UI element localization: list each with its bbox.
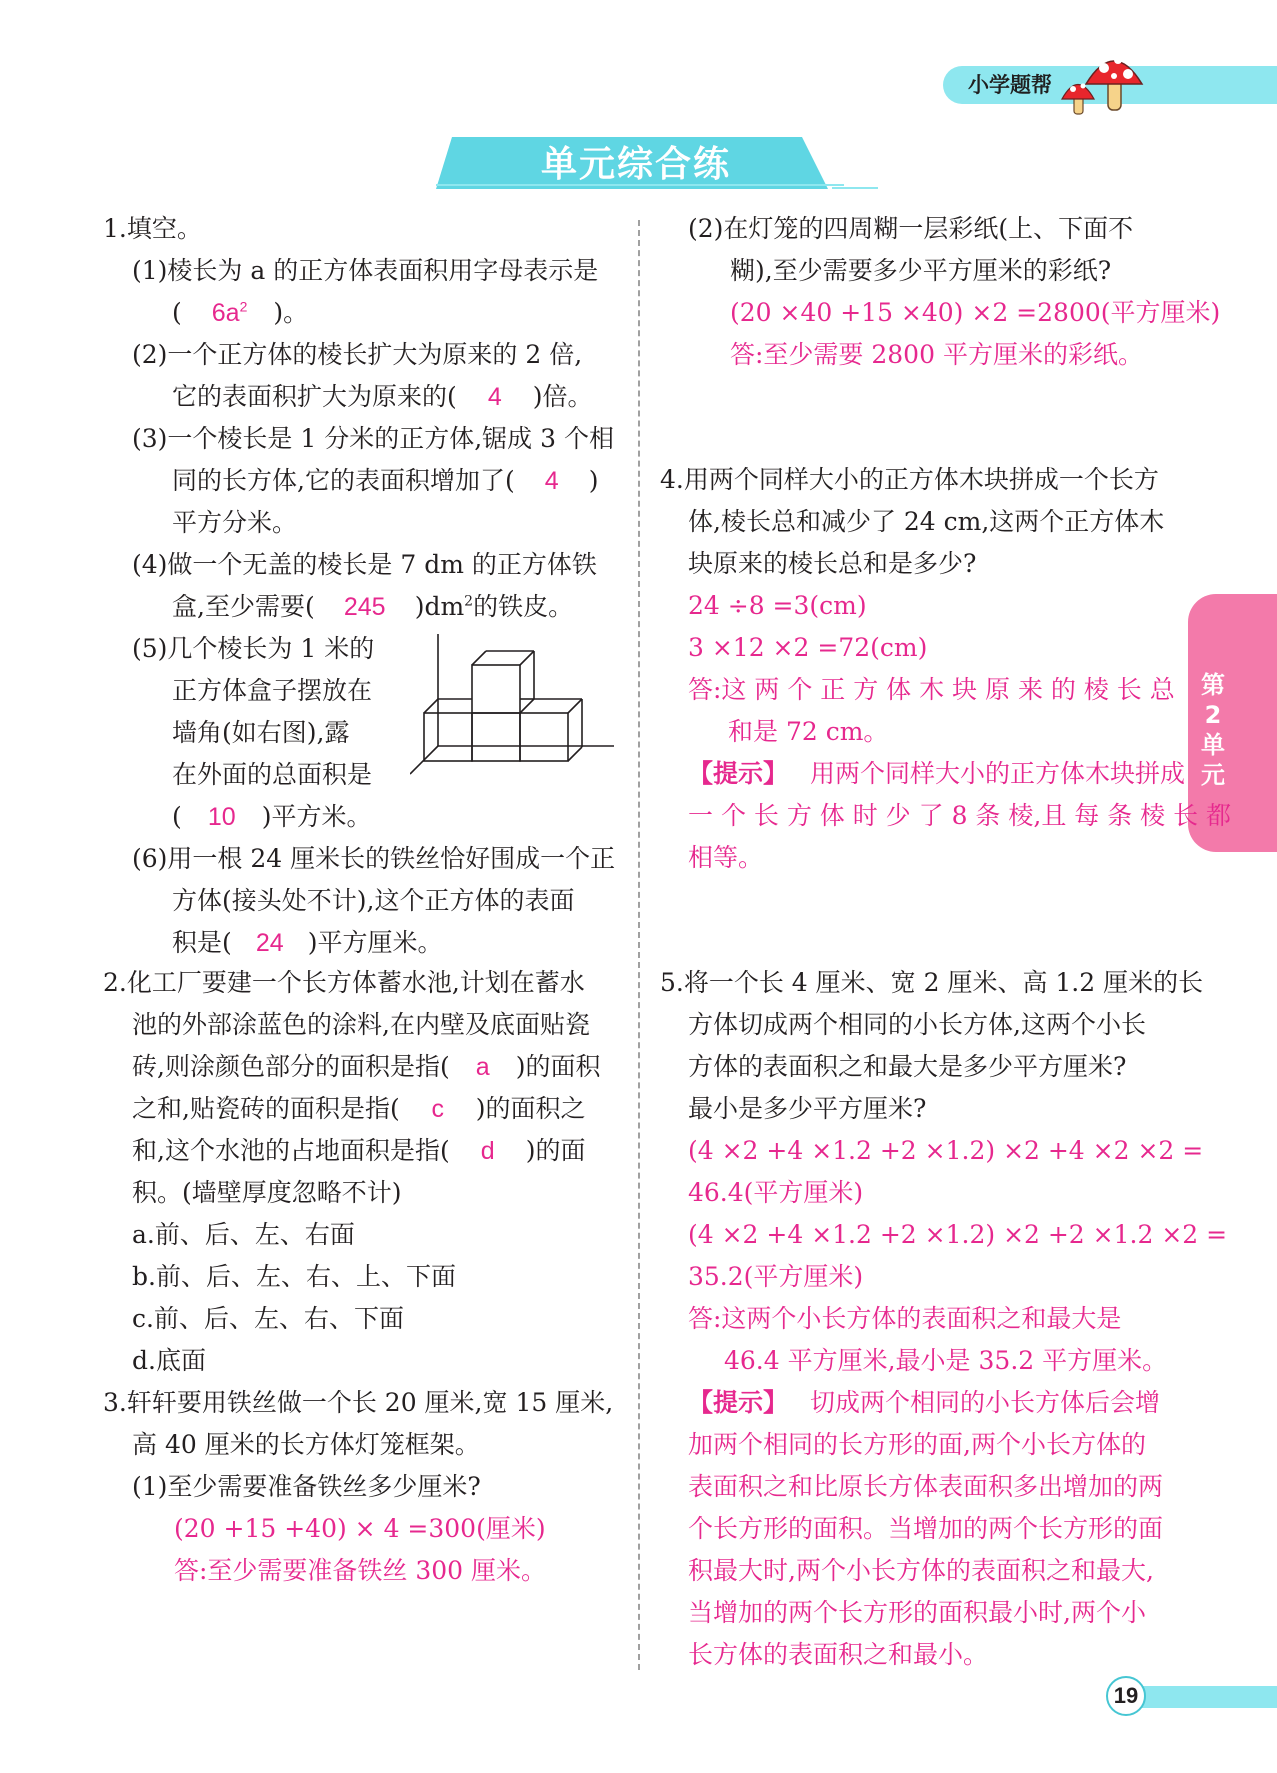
q1-p5-line2: 正方体盒子摆放在 bbox=[172, 676, 373, 705]
q5-line2: 方体切成两个相同的小长方体,这两个小长 bbox=[688, 1010, 1146, 1039]
q1-p4-line1: (4)做一个无盖的棱长是 7 dm 的正方体铁 bbox=[132, 550, 597, 579]
q1-p2-line2: 它的表面积扩大为原来的( 4 )倍。 bbox=[172, 382, 593, 411]
q1-heading: 1.填空。 bbox=[103, 214, 202, 243]
q5-calc2-line1: (4 ×2 +4 ×1.2 +2 ×1.2) ×2 +2 ×1.2 ×2 = bbox=[688, 1220, 1228, 1249]
q2-line2: 池的外部涂蓝色的涂料,在内壁及底面贴瓷 bbox=[132, 1010, 590, 1039]
q5-hint-line2: 加两个相同的长方形的面,两个小长方体的 bbox=[688, 1430, 1146, 1459]
q1-p1-line1: (1)棱长为 a 的正方体表面积用字母表示是 bbox=[132, 256, 599, 285]
q3-line1: 3.轩轩要用铁丝做一个长 20 厘米,宽 15 厘米, bbox=[103, 1388, 614, 1417]
q2-option-a: a.前、后、左、右面 bbox=[132, 1220, 355, 1249]
q4-hint-label: 【提示】 bbox=[688, 759, 789, 788]
q1-p5-line3: 墙角(如右图),露 bbox=[172, 718, 350, 747]
unit-tab-label: 第2单元 bbox=[1201, 671, 1225, 789]
column-divider bbox=[638, 220, 640, 1670]
q4-line2: 体,棱长总和减少了 24 cm,这两个正方体木 bbox=[688, 507, 1165, 536]
q5-hint-line5: 积最大时,两个小长方体的表面积之和最大, bbox=[688, 1556, 1154, 1585]
q3-line2: 高 40 厘米的长方体灯笼框架。 bbox=[132, 1430, 480, 1459]
q4-answer-line1: 答:这 两 个 正 方 体 木 块 原 来 的 棱 长 总 bbox=[688, 675, 1175, 704]
page-number-bar bbox=[1130, 1686, 1277, 1708]
q2-line4: 之和,贴瓷砖的面积是指( c )的面积之 bbox=[132, 1094, 586, 1123]
q2-answer-3: d bbox=[480, 1137, 495, 1165]
q1-p1-answer: $6a^2$ bbox=[211, 298, 248, 327]
mushroom-icon bbox=[1058, 44, 1148, 116]
q5-calc2-line2: 35.2(平方厘米) bbox=[688, 1262, 864, 1291]
q5-line1: 5.将一个长 4 厘米、宽 2 厘米、高 1.2 厘米的长 bbox=[660, 968, 1204, 997]
q2-line3: 砖,则涂颜色部分的面积是指( a )的面积 bbox=[132, 1052, 601, 1081]
q5-calc1-line2: 46.4(平方厘米) bbox=[688, 1178, 864, 1207]
q1-p3-answer: 4 bbox=[544, 467, 559, 495]
q1-p1-line2: ( $6a^2$ )。 bbox=[172, 298, 309, 327]
q1-p5-answer: 10 bbox=[207, 803, 236, 831]
q3-p1-answer: 答:至少需要准备铁丝 300 厘米。 bbox=[174, 1556, 547, 1585]
q2-option-d: d.底面 bbox=[132, 1346, 206, 1375]
q1-p4-line2: 盒,至少需要( 245 )$dm^2$的铁皮。 bbox=[172, 592, 574, 621]
q5-hint-line6: 当增加的两个长方形的面积最小时,两个小 bbox=[688, 1598, 1146, 1627]
q4-line3: 块原来的棱长总和是多少? bbox=[688, 549, 977, 578]
q3-p2-question-line2: 糊),至少需要多少平方厘米的彩纸? bbox=[730, 256, 1112, 285]
q4-calc2: 3 ×12 ×2 =72(cm) bbox=[688, 633, 928, 662]
q1-p6-answer: 24 bbox=[255, 929, 284, 957]
q1-p5-line1: (5)几个棱长为 1 米的 bbox=[132, 634, 375, 663]
q2-option-b: b.前、后、左、右、上、下面 bbox=[132, 1262, 456, 1291]
q1-p4-answer: 245 bbox=[343, 593, 386, 621]
q5-line4: 最小是多少平方厘米? bbox=[688, 1094, 927, 1123]
q3-p1-question: (1)至少需要准备铁丝多少厘米? bbox=[132, 1472, 481, 1501]
q4-calc1: 24 ÷8 =3(cm) bbox=[688, 591, 867, 620]
q1-p3-line1: (3)一个棱长是 1 分米的正方体,锯成 3 个相 bbox=[132, 424, 614, 453]
q4-line1: 4.用两个同样大小的正方体木块拼成一个长方 bbox=[660, 465, 1159, 494]
q4-hint-line1: 【提示】 用两个同样大小的正方体木块拼成 bbox=[688, 759, 1186, 788]
q4-hint-line3: 相等。 bbox=[688, 843, 764, 872]
q3-p1-calc: (20 +15 +40) × 4 =300(厘米) bbox=[174, 1514, 546, 1543]
page-number: 19 bbox=[1113, 1683, 1139, 1708]
q1-p5-line4: 在外面的总面积是 bbox=[172, 760, 373, 789]
q4-answer-line2: 和是 72 cm。 bbox=[728, 717, 889, 746]
q5-line3: 方体的表面积之和最大是多少平方厘米? bbox=[688, 1052, 1127, 1081]
brand-label: 小学题帮 bbox=[968, 73, 1052, 97]
q1-p6-line3: 积是( 24 )平方厘米。 bbox=[172, 928, 443, 957]
q1-p6-line2: 方体(接头处不计),这个正方体的表面 bbox=[172, 886, 575, 915]
q5-answer-line1: 答:这两个小长方体的表面积之和最大是 bbox=[688, 1304, 1122, 1333]
q1-p3-line3: 平方分米。 bbox=[172, 508, 298, 537]
q2-answer-2: c bbox=[431, 1095, 444, 1123]
q2-option-c: c.前、后、左、右、下面 bbox=[132, 1304, 404, 1333]
q5-hint-line3: 表面积之和比原长方体表面积多出增加的两 bbox=[688, 1472, 1164, 1501]
q2-line5: 和,这个水池的占地面积是指( d )的面 bbox=[132, 1136, 586, 1165]
q2-answer-1: a bbox=[475, 1053, 490, 1081]
q3-p2-answer: 答:至少需要 2800 平方厘米的彩纸。 bbox=[730, 340, 1143, 369]
q2-line1: 2.化工厂要建一个长方体蓄水池,计划在蓄水 bbox=[103, 968, 585, 997]
q5-hint-line1: 【提示】 切成两个相同的小长方体后会增 bbox=[688, 1388, 1161, 1417]
cube-corner-figure bbox=[410, 628, 618, 810]
q4-hint-line2: 一 个 长 方 体 时 少 了 8 条 棱,且 每 条 棱 长 都 bbox=[688, 801, 1232, 830]
q1-p2-answer: 4 bbox=[487, 383, 502, 411]
q1-p5-line5: ( 10 )平方米。 bbox=[172, 802, 372, 831]
q5-hint-label: 【提示】 bbox=[688, 1388, 789, 1417]
q1-p3-line2: 同的长方体,它的表面积增加了( 4 ) bbox=[172, 466, 599, 495]
q2-line6: 积。(墙壁厚度忽略不计) bbox=[132, 1178, 402, 1207]
q3-p2-question-line1: (2)在灯笼的四周糊一层彩纸(上、下面不 bbox=[688, 214, 1134, 243]
q1-p2-line1: (2)一个正方体的棱长扩大为原来的 2 倍, bbox=[132, 340, 583, 369]
section-title: 单元综合练 bbox=[540, 144, 731, 185]
q5-calc1-line1: (4 ×2 +4 ×1.2 +2 ×1.2) ×2 +4 ×2 ×2 = bbox=[688, 1136, 1204, 1165]
q3-p2-calc: (20 ×40 +15 ×40) ×2 =2800(平方厘米) bbox=[730, 298, 1221, 327]
q5-hint-line4: 个长方形的面积。当增加的两个长方形的面 bbox=[688, 1514, 1164, 1543]
q1-p6-line1: (6)用一根 24 厘米长的铁丝恰好围成一个正 bbox=[132, 844, 616, 873]
q5-answer-line2: 46.4 平方厘米,最小是 35.2 平方厘米。 bbox=[724, 1346, 1168, 1375]
q5-hint-line7: 长方体的表面积之和最小。 bbox=[688, 1640, 989, 1669]
